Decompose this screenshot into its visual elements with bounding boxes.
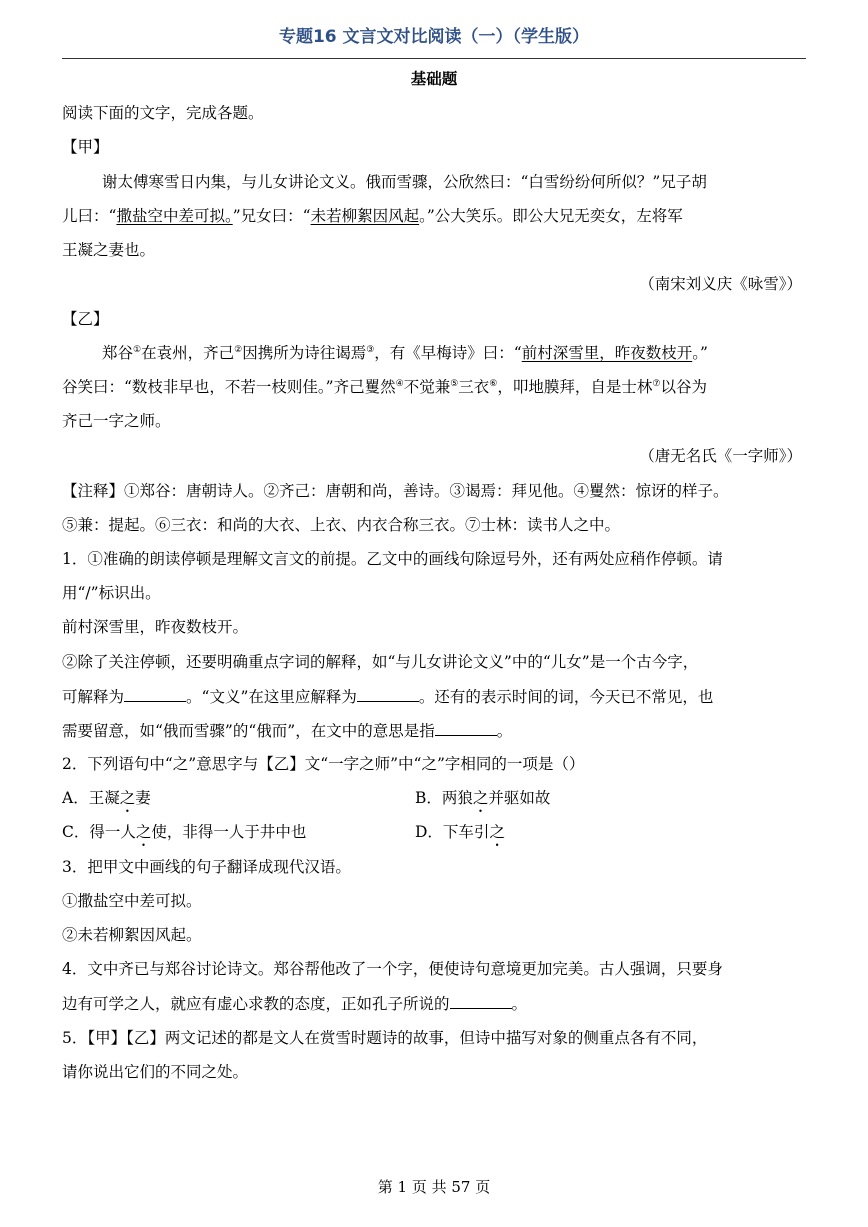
notes-line: 【注释】①郑谷：唐朝诗人。②齐己：唐朝和尚，善诗。③谒焉：拜见他。④矍然：惊讶的样子。 [62, 482, 729, 500]
answer-blank[interactable] [357, 685, 419, 702]
question-3-item: ①撒盐空中差可拟。 [62, 892, 202, 910]
footnote-mark: ⑤ [450, 378, 459, 389]
underlined-sentence: 撒盐空中差可拟。 [116, 207, 233, 225]
question-5-text: 5．【甲】【乙】两文记述的都是文人在赏雪时题诗的故事，但诗中描写对象的侧重点各有不同， [62, 1029, 708, 1047]
section-title: 基础题 [410, 70, 458, 88]
question-1-text: 需要留意，如“俄而雪骤”的“俄而”，在文中的意思是指 。 [62, 719, 512, 742]
option-b[interactable]: B．两狼之并驱如故 [415, 789, 551, 807]
option-a[interactable]: A．王凝之妻 [62, 789, 151, 807]
underlined-sentence: 前村深雪里，昨夜数枝开 [521, 344, 693, 362]
option-d[interactable]: D．下车引之 [415, 823, 505, 841]
question-2-options-row [62, 821, 806, 850]
question-4-text: 4．文中齐已与郑谷讨论诗文。郑谷帮他改了一个字，便使诗句意境更加完美。古人强调，只要身 [62, 960, 723, 978]
question-1-text: 1．①准确的朗读停顿是理解文言文的前提。乙文中的画线句除逗号外，还有两处应稍作停顿。请 [62, 550, 723, 568]
passage-jia-source: （南宋刘义庆《咏雪》） [639, 275, 802, 293]
question-5-text: 请你说出它们的不同之处。 [62, 1063, 249, 1081]
footnote-mark: ⑥ [489, 378, 498, 389]
footnote-mark: ③ [366, 344, 375, 355]
footnote-mark: ① [133, 344, 142, 355]
passage-jia-line: 谢太傅寒雪日内集，与儿女讲论文义。俄而雪骤，公欣然曰：“白雪纷纷何所似？”兄子胡 [102, 173, 707, 191]
passage-yi-line: 齐己一字之师。 [62, 412, 171, 430]
underlined-sentence: 未若柳絮因风起 [310, 207, 420, 225]
footnote-mark: ④ [395, 378, 404, 389]
answer-blank[interactable] [124, 685, 186, 702]
passage-jia-line: 儿曰：“撒盐空中差可拟。”兄女曰：“未若柳絮因风起。”公大笑乐。即公大兄无奕女，左将军 [62, 207, 683, 225]
passage-jia-line: 王凝之妻也。 [62, 241, 156, 259]
question-1-text: ②除了关注停顿，还要明确重点字词的解释，如“与儿女讲论文义”中的“儿女”是一个古今字， [62, 653, 699, 671]
intro-text: 阅读下面的文字，完成各题。 [62, 104, 264, 122]
passage-yi-line: 郑谷①在袁州，齐己②因携所为诗往谒焉③，有《早梅诗》曰：“前村深雪里，昨夜数枝开。” [102, 344, 708, 362]
footnote-mark: ⑦ [652, 378, 661, 389]
notes-line: ⑤兼：提起。⑥三衣：和尚的大衣、上衣、内衣合称三衣。⑦士林：读书人之中。 [62, 516, 621, 534]
question-1-text: 可解释为 。“文义”在这里应解释为 。还有的表示时间的词，今天已不常见，也 [62, 685, 713, 708]
question-4-text: 边有可学之人，就应有虚心求教的态度，正如孔子所说的 。 [62, 992, 527, 1015]
answer-blank[interactable] [450, 992, 512, 1009]
question-2-options-row [62, 787, 806, 816]
option-c[interactable]: C．得一人之使，非得一人于井中也 [62, 823, 307, 841]
question-1-sentence: 前村深雪里，昨夜数枝开。 [62, 618, 249, 636]
header-divider [62, 58, 806, 59]
question-3-item: ②未若柳絮因风起。 [62, 926, 202, 944]
passage-yi-line: 谷笑曰：“数枝非早也，不若一枝则佳。”齐己矍然④不觉兼⑤三衣⑥，叩地膜拜，自是士林⑦以谷为 [62, 378, 707, 396]
page-footer: 第 1 页 共 57 页 [377, 1178, 491, 1196]
passage-yi-label: 【乙】 [62, 310, 109, 328]
footnote-mark: ② [234, 344, 243, 355]
question-1-text: 用“/”标识出。 [62, 584, 161, 602]
answer-blank[interactable] [435, 719, 497, 736]
passage-jia-label: 【甲】 [62, 138, 109, 156]
passage-yi-source: （唐无名氏《一字师》） [639, 447, 802, 465]
question-2-stem: 2．下列语句中“之”意思字与【乙】文“一字之师”中“之”字相同的一项是（） [62, 755, 585, 773]
page-header-title: 专题16 文言文对比阅读（一）（学生版） [278, 27, 590, 47]
question-3-stem: 3．把甲文中画线的句子翻译成现代汉语。 [62, 858, 351, 876]
